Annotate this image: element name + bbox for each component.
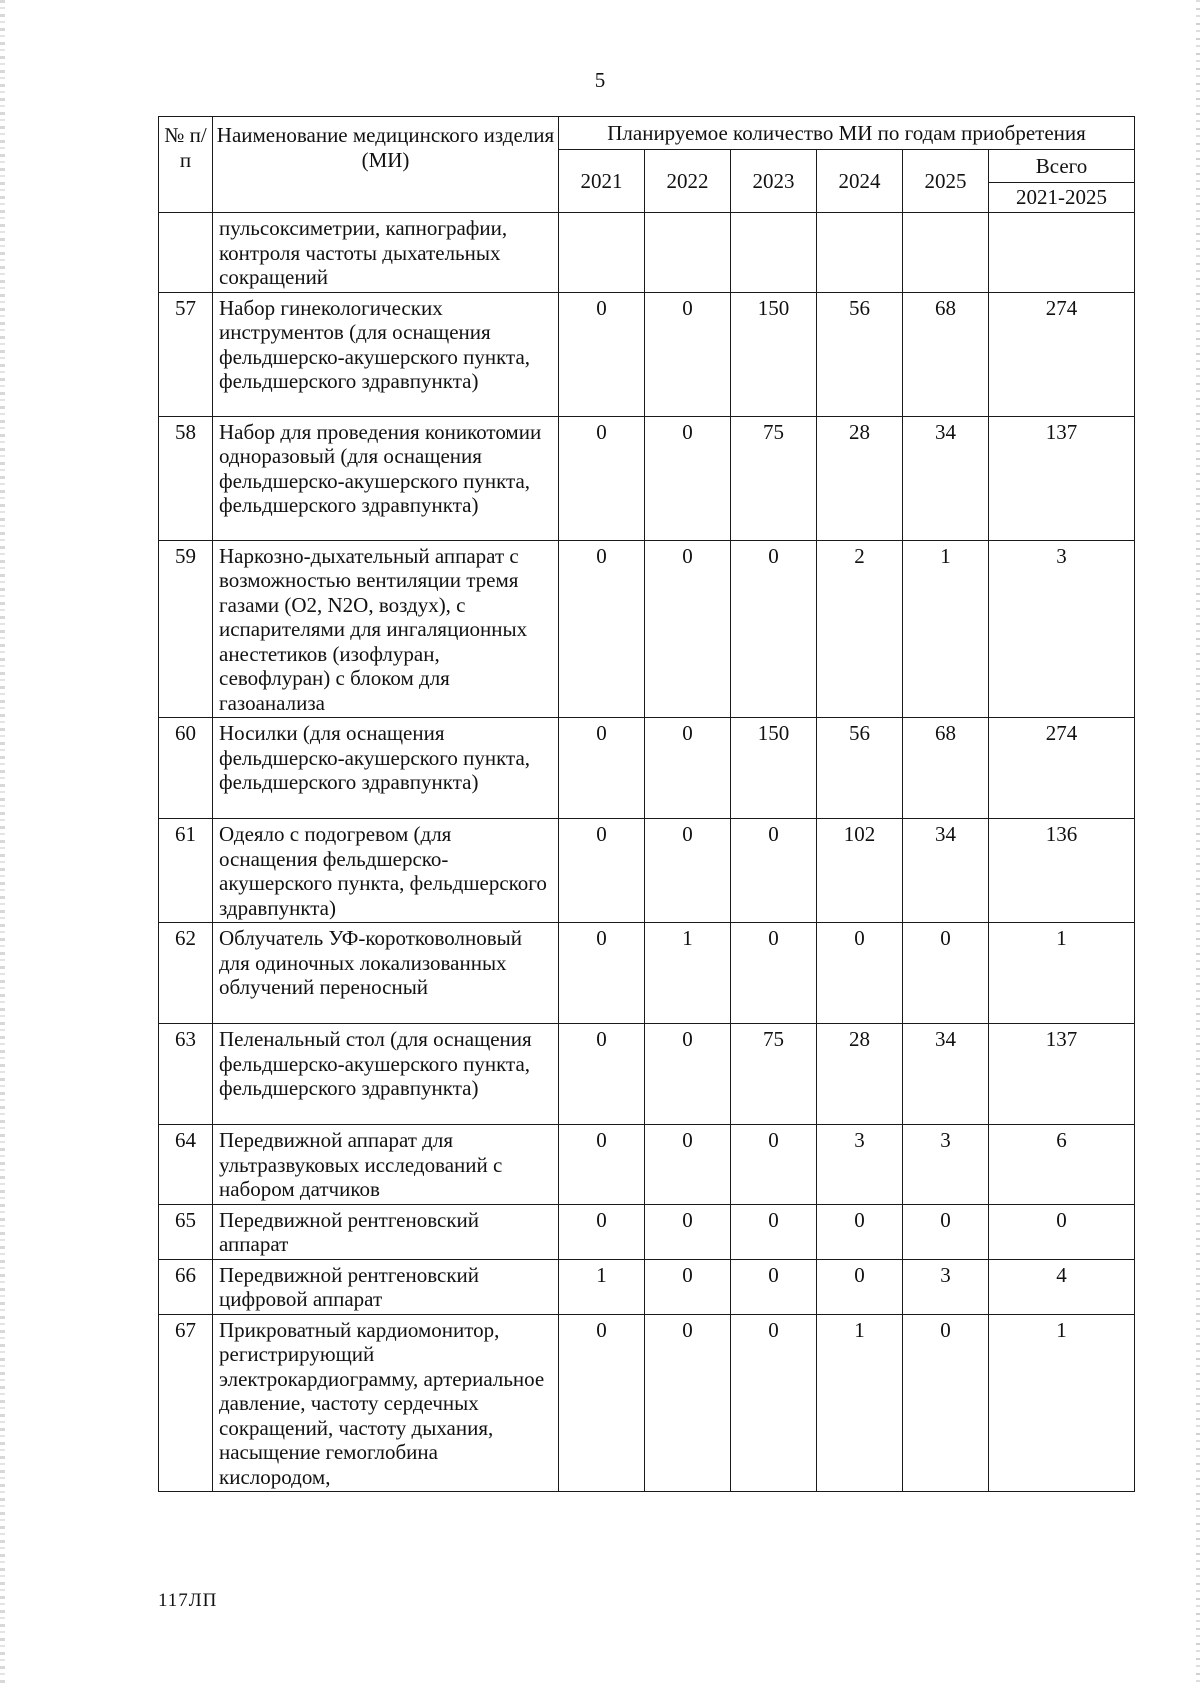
value-2023: 0 <box>731 923 817 1024</box>
value-2025: 68 <box>903 292 989 416</box>
value-2023: 75 <box>731 1024 817 1125</box>
row-number: 61 <box>159 819 213 923</box>
value-2023 <box>731 213 817 293</box>
value-total: 274 <box>989 718 1135 819</box>
value-2024: 28 <box>817 416 903 540</box>
value-total <box>989 213 1135 293</box>
table-row <box>159 1204 1135 1259</box>
value-total: 137 <box>989 1024 1135 1125</box>
value-2024: 0 <box>817 1204 903 1259</box>
value-2023: 0 <box>731 819 817 923</box>
value-2024: 28 <box>817 1024 903 1125</box>
device-name: Облучатель УФ-коротковолновый для одиночных локализованных облучений переносный <box>213 923 559 1024</box>
table-row <box>159 1259 1135 1314</box>
row-number: 59 <box>159 540 213 718</box>
value-2023: 150 <box>731 292 817 416</box>
value-2024: 0 <box>817 1259 903 1314</box>
medical-devices-table <box>158 116 1135 1492</box>
table-row <box>159 718 1135 819</box>
value-2025: 34 <box>903 416 989 540</box>
value-2022: 0 <box>645 1314 731 1492</box>
header-year-2024: 2024 <box>817 150 903 213</box>
value-2025: 0 <box>903 923 989 1024</box>
value-2021: 0 <box>559 1314 645 1492</box>
device-name: Набор гинекологических инструментов (для оснащения фельдшерско-акушерского пункта, фельдшерского здравпункта) <box>213 292 559 416</box>
value-2025: 3 <box>903 1125 989 1205</box>
value-2022: 1 <box>645 923 731 1024</box>
value-total: 137 <box>989 416 1135 540</box>
value-2025: 0 <box>903 1204 989 1259</box>
table-body <box>159 213 1135 1492</box>
value-2023: 0 <box>731 1314 817 1492</box>
device-name: Одеяло с подогревом (для оснащения фельдшерско-акушерского пункта, фельдшерского здравпункта) <box>213 819 559 923</box>
header-number: № п/п <box>159 117 213 213</box>
value-total: 274 <box>989 292 1135 416</box>
scan-edge-left <box>0 0 5 1686</box>
value-2025: 68 <box>903 718 989 819</box>
value-total: 1 <box>989 923 1135 1024</box>
row-number: 65 <box>159 1204 213 1259</box>
value-2024: 2 <box>817 540 903 718</box>
device-name: Передвижной аппарат для ультразвуковых исследований с набором датчиков <box>213 1125 559 1205</box>
value-2022: 0 <box>645 1024 731 1125</box>
value-2025: 1 <box>903 540 989 718</box>
value-2024 <box>817 213 903 293</box>
value-2021 <box>559 213 645 293</box>
value-2023: 150 <box>731 718 817 819</box>
value-2022: 0 <box>645 819 731 923</box>
value-2023: 0 <box>731 1259 817 1314</box>
value-2023: 75 <box>731 416 817 540</box>
value-2024: 56 <box>817 718 903 819</box>
table-row <box>159 540 1135 718</box>
value-2021: 0 <box>559 416 645 540</box>
header-year-2021: 2021 <box>559 150 645 213</box>
value-2022: 0 <box>645 1204 731 1259</box>
value-2021: 0 <box>559 1204 645 1259</box>
row-number: 57 <box>159 292 213 416</box>
value-2022 <box>645 213 731 293</box>
device-name: Прикроватный кардиомонитор, регистрирующий электрокардиограмму, артериальное давление, частоту сердечных сокращений, частоту дыхания, насыщение гемоглобина кислородом, <box>213 1314 559 1492</box>
table-row <box>159 1125 1135 1205</box>
header-year-2023: 2023 <box>731 150 817 213</box>
device-name: пульсоксиметрии, капнографии, контроля частоты дыхательных сокращений <box>213 213 559 293</box>
value-2025 <box>903 213 989 293</box>
value-2021: 0 <box>559 819 645 923</box>
header-device-name: Наименование медицинского изделия (МИ) <box>213 117 559 213</box>
device-name: Передвижной рентгеновский аппарат <box>213 1204 559 1259</box>
value-2025: 34 <box>903 819 989 923</box>
table-header <box>159 117 1135 213</box>
device-name: Носилки (для оснащения фельдшерско-акушерского пункта, фельдшерского здравпункта) <box>213 718 559 819</box>
value-2021: 0 <box>559 540 645 718</box>
value-2023: 0 <box>731 1204 817 1259</box>
row-number: 66 <box>159 1259 213 1314</box>
device-name: Пеленальный стол (для оснащения фельдшерско-акушерского пункта, фельдшерского здравпункта) <box>213 1024 559 1125</box>
header-year-2022: 2022 <box>645 150 731 213</box>
value-2025: 34 <box>903 1024 989 1125</box>
table-row <box>159 1314 1135 1492</box>
value-2024: 56 <box>817 292 903 416</box>
value-total: 4 <box>989 1259 1135 1314</box>
value-2022: 0 <box>645 292 731 416</box>
value-2021: 0 <box>559 1125 645 1205</box>
value-2024: 3 <box>817 1125 903 1205</box>
value-2021: 1 <box>559 1259 645 1314</box>
value-2021: 0 <box>559 292 645 416</box>
row-number <box>159 213 213 293</box>
scan-edge-right <box>1196 0 1200 1686</box>
row-number: 60 <box>159 718 213 819</box>
table-row <box>159 292 1135 416</box>
value-2022: 0 <box>645 718 731 819</box>
device-name: Передвижной рентгеновский цифровой аппарат <box>213 1259 559 1314</box>
header-total-period: 2021-2025 <box>989 183 1135 213</box>
row-number: 64 <box>159 1125 213 1205</box>
value-2024: 1 <box>817 1314 903 1492</box>
value-2022: 0 <box>645 1259 731 1314</box>
value-total: 3 <box>989 540 1135 718</box>
table-row <box>159 1024 1135 1125</box>
value-2022: 0 <box>645 540 731 718</box>
value-2023: 0 <box>731 1125 817 1205</box>
table-row <box>159 923 1135 1024</box>
value-2023: 0 <box>731 540 817 718</box>
row-number: 67 <box>159 1314 213 1492</box>
value-2025: 3 <box>903 1259 989 1314</box>
value-2025: 0 <box>903 1314 989 1492</box>
row-number: 62 <box>159 923 213 1024</box>
value-total: 6 <box>989 1125 1135 1205</box>
value-2021: 0 <box>559 923 645 1024</box>
row-number: 63 <box>159 1024 213 1125</box>
header-total: Всего <box>989 150 1135 183</box>
value-2024: 102 <box>817 819 903 923</box>
page-number: 5 <box>594 68 606 92</box>
document-code: 117ЛП <box>158 1590 218 1611</box>
table-row <box>159 416 1135 540</box>
value-2021: 0 <box>559 1024 645 1125</box>
device-name: Набор для проведения коникотомии одноразовый (для оснащения фельдшерско-акушерского пункта, фельдшерского здравпункта) <box>213 416 559 540</box>
table-row <box>159 213 1135 293</box>
table-row <box>159 819 1135 923</box>
value-total: 136 <box>989 819 1135 923</box>
value-2024: 0 <box>817 923 903 1024</box>
header-planned-quantity: Планируемое количество МИ по годам приобретения <box>559 117 1135 150</box>
value-total: 1 <box>989 1314 1135 1492</box>
header-year-2025: 2025 <box>903 150 989 213</box>
value-2021: 0 <box>559 718 645 819</box>
device-name: Наркозно-дыхательный аппарат с возможностью вентиляции тремя газами (O2, N2O, воздух), с испарителями для ингаляционных анестетиков (изофлуран, севофлуран) с блоком для газоанализа <box>213 540 559 718</box>
value-2022: 0 <box>645 1125 731 1205</box>
value-2022: 0 <box>645 416 731 540</box>
row-number: 58 <box>159 416 213 540</box>
value-total: 0 <box>989 1204 1135 1259</box>
